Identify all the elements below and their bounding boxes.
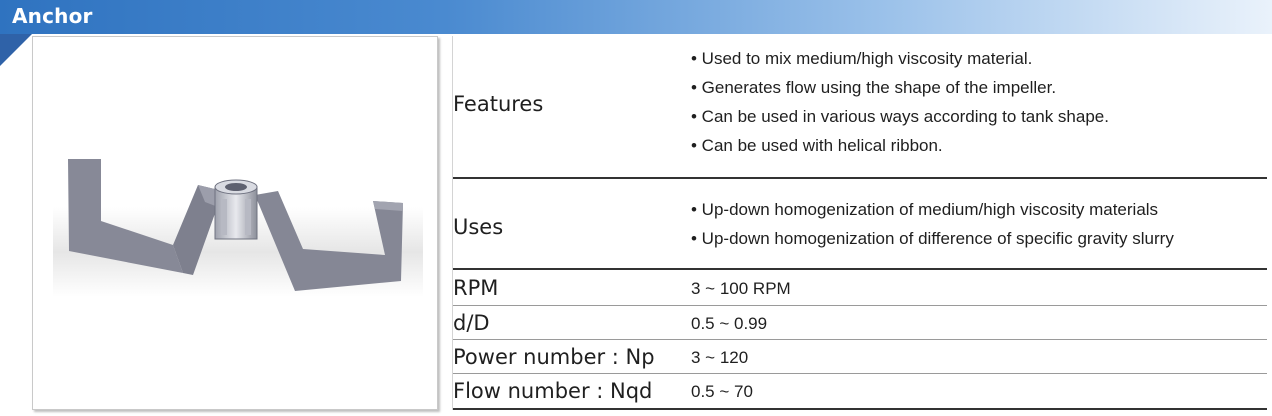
spec-label: Power number : Np bbox=[453, 345, 655, 369]
hub-collar-shape bbox=[215, 180, 257, 239]
spec-value: 3 ~ 120 bbox=[691, 348, 749, 367]
feature-item: • Can be used with helical ribbon. bbox=[691, 136, 943, 155]
feature-item: • Can be used in various ways according to tank shape. bbox=[691, 107, 1109, 126]
anchor-impeller-illustration bbox=[33, 37, 437, 409]
spec-value: 3 ~ 100 RPM bbox=[691, 279, 791, 298]
uses-list bbox=[691, 195, 1174, 253]
divider bbox=[453, 305, 1267, 306]
divider bbox=[453, 408, 1267, 410]
header-corner-tab bbox=[0, 34, 32, 66]
uses-label: Uses bbox=[453, 215, 504, 239]
impeller-image-panel bbox=[32, 36, 438, 410]
features-row bbox=[453, 36, 1267, 176]
divider bbox=[453, 339, 1267, 340]
features-list bbox=[691, 44, 1109, 160]
spec-row-power-number bbox=[453, 341, 1267, 373]
features-label: Features bbox=[453, 92, 544, 116]
section-header-bar bbox=[0, 0, 1272, 34]
spec-table bbox=[452, 36, 1267, 410]
feature-item: • Generates flow using the shape of the impeller. bbox=[691, 78, 1057, 97]
uses-row bbox=[453, 179, 1267, 267]
spec-row-rpm bbox=[453, 272, 1267, 304]
spec-value: 0.5 ~ 70 bbox=[691, 382, 753, 401]
use-item: • Up-down homogenization of difference of specific gravity slurry bbox=[691, 229, 1174, 248]
section-title: Anchor bbox=[12, 4, 93, 28]
spec-row-dd bbox=[453, 307, 1267, 339]
divider bbox=[453, 373, 1267, 374]
spec-label: RPM bbox=[453, 276, 499, 300]
feature-item: • Used to mix medium/high viscosity material. bbox=[691, 49, 1033, 68]
spec-label: Flow number : Nqd bbox=[453, 379, 653, 403]
spec-value: 0.5 ~ 0.99 bbox=[691, 314, 768, 333]
spec-label: d/D bbox=[453, 311, 490, 335]
divider bbox=[453, 268, 1267, 270]
spec-row-flow-number bbox=[453, 375, 1267, 407]
use-item: • Up-down homogenization of medium/high viscosity materials bbox=[691, 200, 1159, 219]
